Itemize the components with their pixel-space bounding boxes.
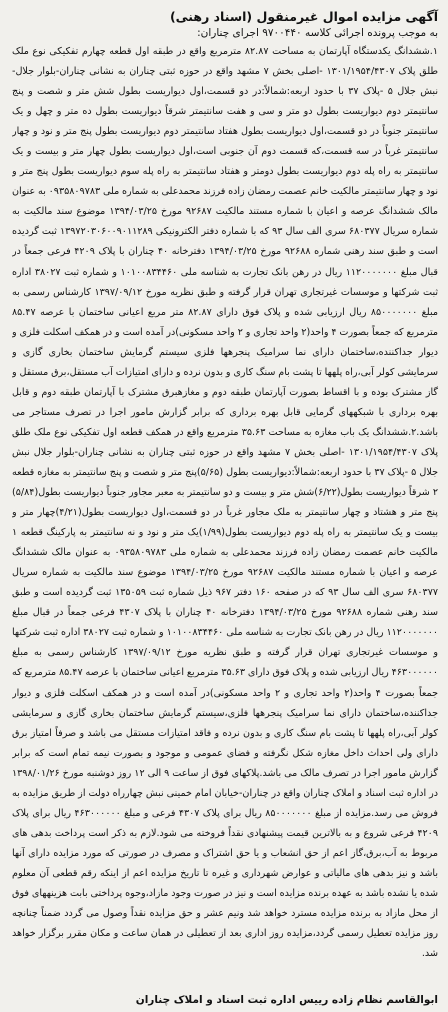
notice-body: ۱.ششدانگ یکدستگاه آپارتمان به مساحت ۸۲.۸۷ مترمربع واقع در طبقه اول قطعه چهارم تفکیکی نوع ملک طلق پلاک ۱۳۰۱/۱۹۵۴/۴۳۰۷ -اصلی بخش ۷ مشهد واقع در حوزه ثبتی چناران به نشانی چناران-بلوار جلال-نبش جلال ۵ -پلاک ۳۷ با حدود اربعه:شمالاً:در دو قسمت،اول دیواریست بطول شش متر و شصت و پنج سانتیمتر دوم دیواریست بطول دو متر و سی و هفت سانتیمتر شرقاً دیواریست بطول ده متر و چهل و یک سانتیمتر جنوباً در دو قسمت،اول دیواریست بطول هفتاد سانتیمتر دوم دیواریست بطول پنج متر و نود و چهار سانتیمتر غرباً در سه قسمت،که قسمت دوم آن جنوبی است،اول دیواریست بطول چهار متر و بیست و یک سانتیمتر به راه پله دوم دیواریست بطول دومتر و هفتاد سانتیمتر به راه پله سوم دیواریست بطول پنج متر و نود و چهار سانتیمتر مالکیت خانم عصمت رمضان زاده فرزند محمدعلی به شماره ملی ۰۹۳۵۸۰۹۷۸۳ به عنوان مالک ششدانگ عرصه و اعیان با شماره مستند مالکیت ۹۲۶۸۷ مورخ ۱۳۹۴/۰۳/۲۵ موضوع سند مالکیت به شماره سریال ۶۸۰۳۷۷ سری الف سال ۹۳ که با شماره دفتر الکترونیکی ۱۳۹۷۲۰۳۰۶۰۰۹۰۱۱۲۸۹ ثبت گردیده است و طبق سند رهنی شماره ۹۲۶۸۸ مورخ ۱۳۹۴/۰۳/۲۵ دفترخانه ۴۰ چناران با پلاک ۴۲۰۹ فرعی جمعاً در قبال مبلغ ۱۱۲۰۰۰۰۰۰۰ ریال در رهن بانک تجارت به شناسه ملی ۱۰۱۰۰۸۳۴۴۶۰ و شماره ثبت ۳۸۰۲۷ اداره ثبت شرکتها و موسسات غیرتجاری تهران قرار گرفته و طبق نظریه مورخ ۱۳۹۷/۰۹/۱۲ کارشناس رسمی به مبلغ ۸۵۰۰۰۰۰۰۰ ریال ارزیابی شده و پلاک فوق دارای ۸۲.۸۷ متر مربع اعیانی ساختمان با عرصه ۸۵.۴۷ مترمربع که جمعاً بصورت ۴ واحد(۲ واحد تجاری و ۲ واحد مسکونی)در آمده است و در همکف اسکلت فلزی و دیوار جداکننده،ساختمان دارای نما سرامیک پنجرهها فلزی سیستم گرمایش ساختمان بخاری گازی و سرمایشی کولر آبی،راه پلهها تا پشت بام سنگ کاری و بدون نرده و دارای امتیازات آب مستقل،برق مستقل و گاز مشترک بوده و با اقساط بصورت آپارتمان طبقه دوم و مغازهبرق مشترک با آپارتمان طبقه دوم و قابل بهره برداری با شبکههای گرمایی قابل بهره برداری که برابر گزارش مامور اجرا در تصرف مستاجر می باشد.۲.ششدانگ یک باب مغازه به مساحت ۳۵.۶۳ مترمربع واقع در همکف قطعه اول تفکیکی نوع ملک طلق پلاک ۱۳۰۱/۱۹۵۴/۴۳۰۷ -اصلی بخش ۷ مشهد واقع در حوزه ثبتی چناران به نشانی چناران-بلوار جلال نبش جلال ۵ -پلاک ۳۷ با حدود اربعه:شمالاً:دیواریست بطول (۵/۶۵)پنج متر و شصت و پنج سانتیمتر به مغازه قطعه ۲ شرقاً دیواریست بطول(۶/۲۲)شش متر و بیست و دو سانتیمتر به معبر مجاور جنوباً دیواریست بطول(۵/۸۴) پنج متر و هشتاد و چهار سانتیمتر به ملک مجاور غرباً در دو قسمت،اول دیواریست بطول(۴/۲۱)چهار متر و بیست و یک سانتیمتر به راه پله دوم دیواریست بطول(۱/۹۹)یک متر و نود و نه سانتیمتر به پارکینگ قطعه ۱ مالکیت خانم عصمت رمضان زاده فرزند محمدعلی به شماره ملی ۰۹۳۵۸۰۹۷۸۳ به عنوان مالک ششدانگ عرصه و اعیان با شماره مستند مالکیت ۹۲۶۸۷ مورخ ۱۳۹۴/۰۳/۲۵ موضوع سند مالکیت به شماره سریال ۶۸۰۳۷۷ سری الف سال ۹۳ که در صفحه ۱۶۰ دفتر ۹۶۷ ذیل شماره ثبت ۱۳۵۰۵۹ ثبت گردیده است و طبق سند رهنی شماره ۹۲۶۸۸ مورخ ۱۳۹۴/۰۳/۲۵ دفترخانه ۴۰ چناران با پلاک ۴۳۰۷ فرعی جمعاً در قبال مبلغ ۱۱۲۰۰۰۰۰۰۰ ریال در رهن بانک تجارت به شناسه ملی ۱۰۱۰۰۸۳۴۴۶۰ و شماره ثبت ۳۸۰۲۷ اداره ثبت شرکتها و موسسات غیرتجاری تهران قرار گرفته و طبق نظریه مورخ ۱۳۹۷/۰۹/۱۲ کارشناس رسمی به مبلغ ۴۶۳۰۰۰۰۰۰ ریال ارزیابی شده و پلاک فوق دارای ۳۵.۶۳ مترمربع اعیانی ساختمان با عرصه ۸۵.۴۷ مترمربع که جمعاً بصورت ۴ واحد(۲ واحد تجاری و ۲ واحد مسکونی)در آمده است و در همکف اسکلت فلزی و دیوار جداکننده،ساختمان دارای نما سرامیک پنجرهها فلزی،سیستم گرمایش ساختمان بخاری گازی و سرمایشی کولر آبی،راه پلهها تا پشت بام سنگ کاری و بدون نرده و فاقد امتیازات مستقل می باشد و صرفاً امتیاز برق دارای ولی احداث داخل مغازه شکل نگرفته و فضای عمومی و موجود و بصورت نیمه تمام است که برابر گزارش مامور اجرا در تصرف مالک می باشد.پلاکهای فوق از ساعت ۹ الی ۱۲ روز دوشنبه مورخ ۱۳۹۸/۰۱/۲۶ در اداره ثبت اسناد و املاک چناران واقع در چناران-خیابان امام خمینی نبش چهارراه دولت از طریق مزایده به فروش می رسد.مزایده از مبلغ ۸۵۰۰۰۰۰۰۰ ریال برای پلاک ۴۳۰۷ فرعی و مبلغ ۴۶۳۰۰۰۰۰۰ ریال برای پلاک ۴۲۰۹ فرعی شروع و به بالاترین قیمت پیشنهادی نقداً فروخته می شود.لازم به ذکر است پرداخت بدهی های مربوط به آب،برق،گاز اعم از حق انشعاب و یا حق اشتراک و مصرف در صورتی که مورد مزایده دارای آنها باشد و نیز بدهی های مالیاتی و عوارض شهرداری و غیره تا تاریخ مزایده اعم از اینکه رقم قطعی آن معلوم شده یا نشده باشد به عهده برنده مزایده است و نیز در صورت وجود مازاد،وجوه پرداختی بابت هزینههای فوق از محل مازاد به برنده مزایده مسترد خواهد شد ونیم عشر و حق مزایده نقداً وصول می گردد ضمناً چنانچه روز مزایده تعطیل رسمی گردد،مزایده روز اداری بعد از تعطیلی در همان ساعت و مکان مقرر برگزار خواهد شد. [12, 46, 438, 960]
signature-line: ابوالقاسم نظام زاده رییس اداره ثبت اسناد و املاک چناران [135, 994, 438, 1006]
notice-title: آگهی مزایده اموال غیرمنقول (اسناد رهنی) [169, 9, 438, 24]
case-reference: به موجب پرونده اجرائی کلاسه ۹۷۰۰۴۴۰ اجرای چناران: [197, 27, 438, 39]
